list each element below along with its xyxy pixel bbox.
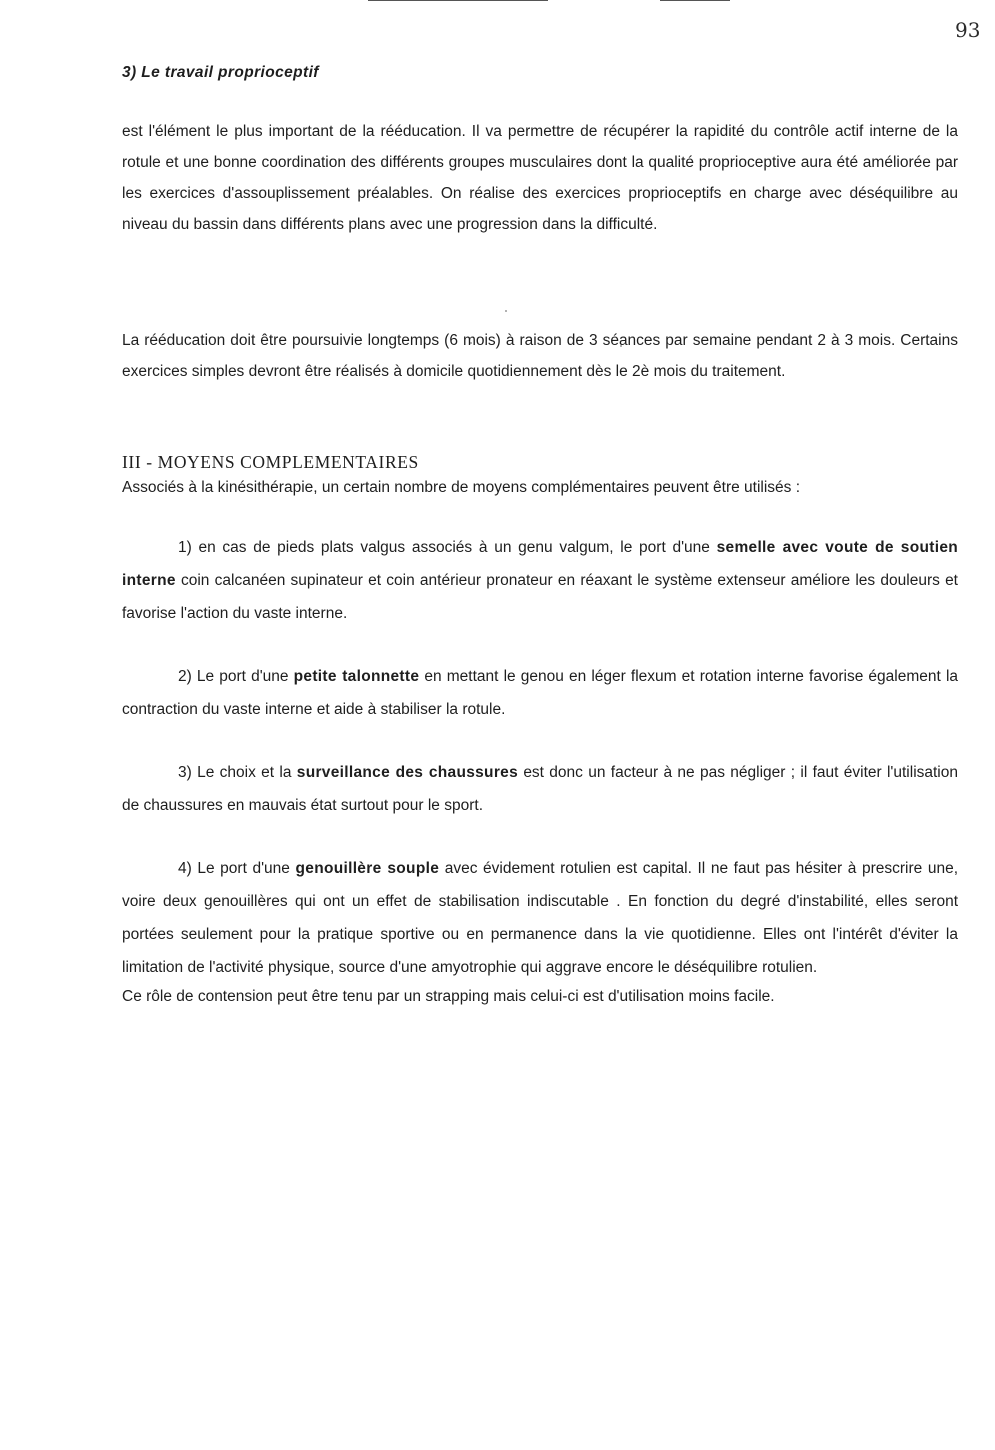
list-item-prefix: 4) Le port d'une bbox=[178, 860, 296, 877]
spacer bbox=[122, 630, 958, 660]
closing-note: Ce rôle de contension peut être tenu par un strapping mais celui-ci est d'utilisation moins facile. bbox=[122, 988, 775, 1005]
list-item-suffix: en mettant le genou en léger flexum et rotation interne favorise également la contraction du vaste interne et aide à stabiliser la rotule. bbox=[122, 668, 959, 718]
list-item-emphasis: petite talonnette bbox=[293, 668, 420, 685]
list-item-1 bbox=[122, 531, 958, 630]
list-item-emphasis: genouillère souple bbox=[295, 860, 440, 877]
spacer bbox=[122, 726, 958, 756]
list-item-emphasis: semelle avec voute de soutien interne bbox=[122, 539, 959, 589]
list-item-prefix: 1) en cas de pieds plats valgus associés à un genu valgum, le port d'une bbox=[178, 539, 717, 556]
subsection-title: 3) Le travail proprioceptif bbox=[122, 64, 319, 81]
spacer bbox=[122, 240, 958, 325]
list-item-4 bbox=[122, 852, 958, 984]
spacer bbox=[122, 501, 958, 531]
list-item-prefix: 3) Le choix et la bbox=[178, 764, 297, 781]
list-item-emphasis: surveillance des chaussures bbox=[296, 764, 518, 781]
proprioceptive-paragraph: est l'élément le plus important de la rééducation. Il va permettre de récupérer la rapidité du contrôle actif interne de la rotule et une bonne coordination des différents groupes musculaires dont la qualité proprioceptive aura été améliorée par les exercices d'assouplissement préalables. On réalise des exercices proprioceptifs en charge avec déséquilibre au niveau du bassin dans différents plans avec une progression dans la difficulté. bbox=[122, 123, 958, 233]
top-rule-left bbox=[368, 0, 548, 1]
page-content bbox=[122, 64, 958, 1010]
list-item-prefix: 2) Le port d'une bbox=[178, 668, 294, 685]
list-item-2 bbox=[122, 660, 958, 726]
duration-paragraph: La rééducation doit être poursuivie longtemps (6 mois) à raison de 3 séances par semaine pendant 2 à 3 mois. Certains exercices simples devront être réalisés à domicile quotidiennement dès le 2è mois du traitement. bbox=[122, 332, 958, 380]
page-number: 93 bbox=[955, 18, 981, 42]
list-item-suffix: avec évidement rotulien est capital. Il ne faut pas hésiter à prescrire une, voire deux genouillères qui ont un effet de stabilisation indiscutable . En fonction du degré d'instabilité, elles seront portées seulement pour la pratique sportive ou en permanence dans la vie quotidienne. Elles ont l'intérêt d'éviter la limitation de l'activité physique, source d'une amyotrophie qui aggrave encore le déséquilibre rotulien. bbox=[122, 860, 958, 976]
top-rule-right bbox=[660, 0, 730, 1]
spacer bbox=[122, 387, 958, 449]
spacer bbox=[122, 822, 958, 852]
list-item-suffix: coin calcanéen supinateur et coin antérieur pronateur en réaxant le système extenseur améliore les douleurs et favorise l'action du vaste interne. bbox=[122, 572, 958, 622]
list-item-suffix: est donc un facteur à ne pas négliger ; il faut éviter l'utilisation de chaussures en mauvais état surtout pour le sport. bbox=[122, 764, 958, 814]
section-heading: III - MOYENS COMPLEMENTAIRES bbox=[122, 452, 419, 472]
list-item-3 bbox=[122, 756, 958, 822]
section-intro: Associés à la kinésithérapie, un certain nombre de moyens complémentaires peuvent être utilisés : bbox=[122, 479, 801, 496]
